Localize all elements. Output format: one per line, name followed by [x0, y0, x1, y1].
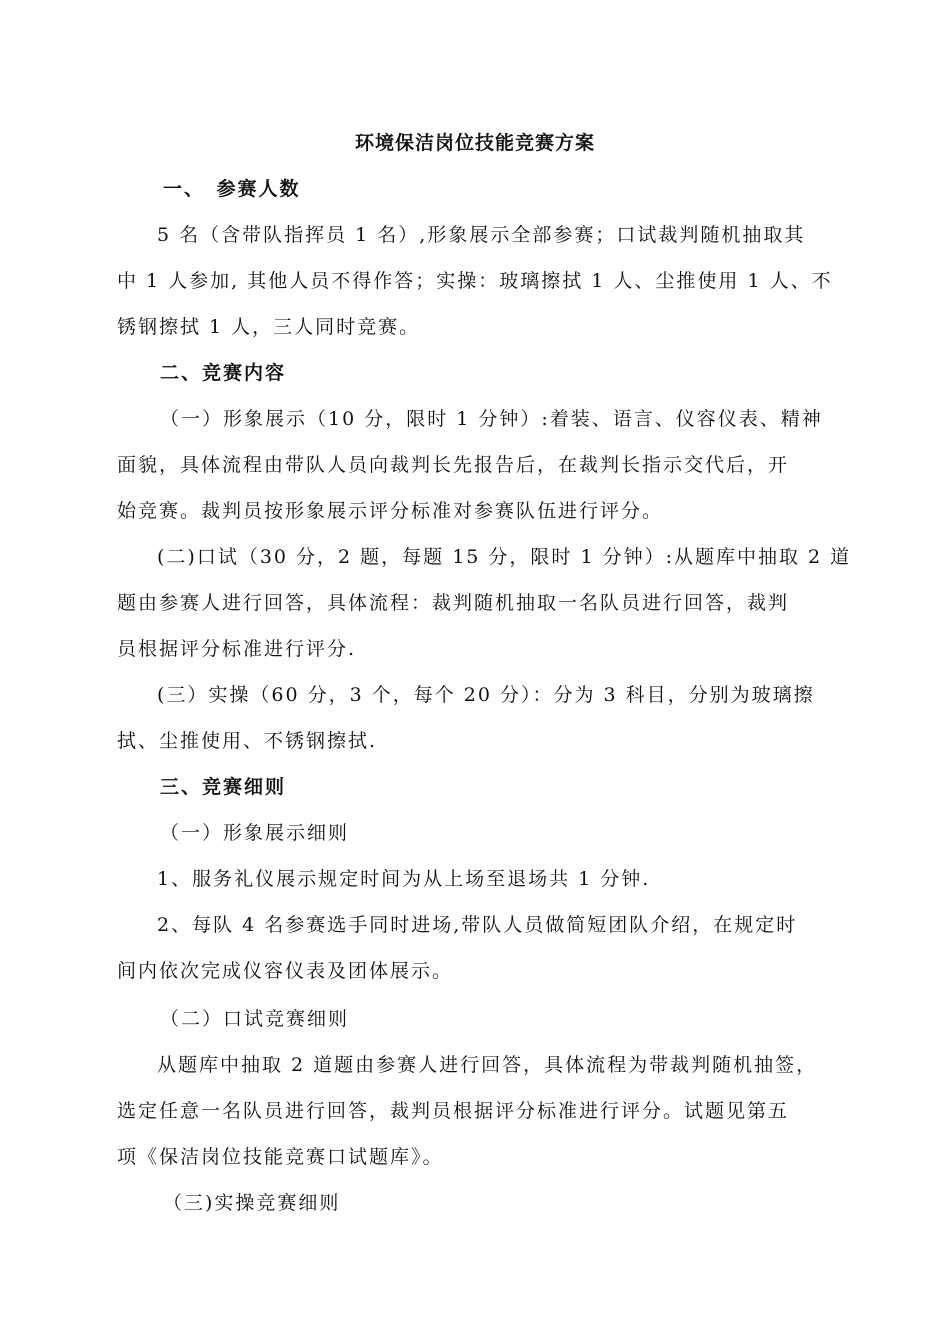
document-title: 环境保洁岗位技能竞赛方案 [354, 132, 595, 154]
section-3-sub-3: （三)实操竞赛细则 [163, 1192, 341, 1214]
section-2-p1-line-3: 始竞赛。裁判员按形象展示评分标准对参赛队伍进行评分。 [117, 500, 664, 522]
section-2-p1-line-2: 面貌，具体流程由带队人员向裁判长先报告后，在裁判长指示交代后，开 [117, 454, 790, 476]
section-3-oral-line-1: 从题库中抽取 2 道题由参赛人进行回答，具体流程为带裁判随机抽签， [157, 1054, 818, 1076]
section-2-p2-line-1: (二)口试（30 分，2 题，每题 15 分，限时 1 分钟）:从题库中抽取 2 道 [157, 546, 852, 568]
section-3-oral-line-3: 项《保洁岗位技能竞赛口试题库》。 [117, 1146, 444, 1168]
section-1-heading: 一、 参赛人数 [163, 178, 301, 200]
section-2-p1-line-1: （一）形象展示（10 分，限时 1 分钟）:着装、语言、仪容仪表、精神 [160, 408, 823, 430]
section-1-line-3: 锈钢擦拭 1 人，三人同时竞赛。 [117, 316, 421, 338]
section-2-p2-line-3: 员根据评分标准进行评分. [117, 638, 357, 660]
section-2-p3-line-1: (三）实操（60 分，3 个，每个 20 分）：分为 3 科目，分别为玻璃擦 [157, 684, 815, 706]
section-3-oral-line-2: 选定任意一名队员进行回答，裁判员根据评分标准进行评分。试题见第五 [117, 1100, 790, 1122]
section-2-p3-line-2: 拭、尘推使用、不锈钢擦拭. [117, 730, 378, 752]
section-2-heading: 二、竞赛内容 [160, 362, 287, 384]
section-3-rule-2-line-1: 2、每队 4 名参赛选手同时进场,带队人员做简短团队介绍，在规定时 [157, 914, 798, 936]
section-1-line-2: 中 1 人参加, 其他人员不得作答；实操：玻璃擦拭 1 人、尘推使用 1 人、不 [117, 270, 833, 292]
section-3-sub-1: （一）形象展示细则 [160, 822, 350, 844]
section-3-sub-2: （二）口试竞赛细则 [160, 1008, 350, 1030]
section-1-line-1: 5 名（含带队指挥员 1 名）,形象展示全部参赛；口试裁判随机抽取其 [157, 224, 806, 246]
section-3-rule-2-line-2: 间内依次完成仪容仪表及团体展示。 [117, 960, 454, 982]
section-2-p2-line-2: 题由参赛人进行回答，具体流程：裁判随机抽取一名队员进行回答，裁判 [117, 592, 790, 614]
section-3-rule-1: 1、服务礼仪展示规定时间为从上场至退场共 1 分钟. [157, 868, 651, 890]
section-3-heading: 三、竞赛细则 [160, 776, 287, 798]
